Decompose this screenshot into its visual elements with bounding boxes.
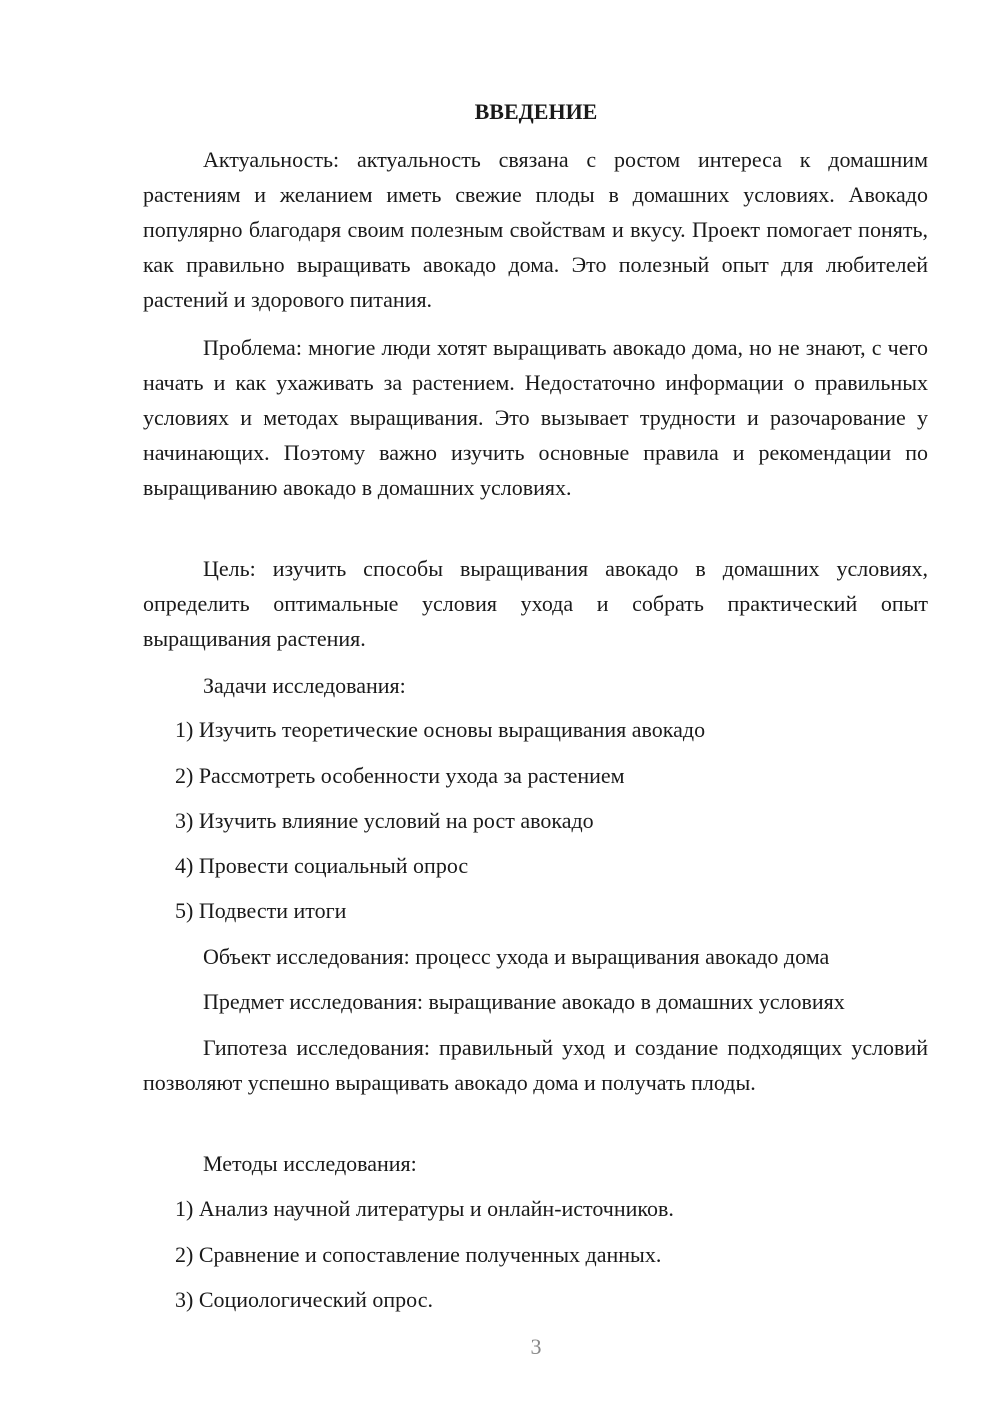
- relevance-paragraph: Актуальность: актуальность связана с ростом интереса к домашним растениям и желанием иметь свежие плоды в домашних условиях. Авокадо популярно благодаря своим полезным свойствам и вкусу. Проект помогает понять, как правильно выращивать авокадо дома. Это полезный опыт для любителей растений и здорового питания.: [143, 147, 928, 312]
- section-title: ВВЕДЕНИЕ: [474, 99, 598, 124]
- page-number: 3: [530, 1334, 542, 1359]
- list-item: 3) Изучить влияние условий на рост авокадо: [175, 808, 594, 833]
- subject-line: Предмет исследования: выращивание авокадо в домашних условиях: [203, 989, 845, 1014]
- list-item: 1) Анализ научной литературы и онлайн-источников.: [175, 1196, 674, 1221]
- list-item: 2) Рассмотреть особенности ухода за растением: [175, 763, 625, 788]
- list-item: 5) Подвести итоги: [175, 898, 347, 923]
- object-line: Объект исследования: процесс ухода и выращивания авокадо дома: [203, 944, 830, 969]
- tasks-heading: Задачи исследования:: [203, 673, 406, 698]
- methods-heading: Методы исследования:: [203, 1151, 417, 1176]
- list-item: 3) Социологический опрос.: [175, 1287, 433, 1312]
- list-item: 1) Изучить теоретические основы выращивания авокадо: [175, 717, 706, 742]
- goal-paragraph: Цель: изучить способы выращивания авокадо в домашних условиях, определить оптимальные условия ухода и собрать практический опыт выращивания растения.: [143, 556, 928, 651]
- list-item: 4) Провести социальный опрос: [175, 853, 469, 878]
- problem-paragraph: Проблема: многие люди хотят выращивать авокадо дома, но не знают, с чего начать и как ухаживать за растением. Недостаточно информации о правильных условиях и методах выращивания. Это вызывает трудности и разочарование у начинающих. Поэтому важно изучить основные правила и рекомендации по выращиванию авокадо в домашних условиях.: [143, 335, 928, 500]
- list-item: 2) Сравнение и сопоставление полученных данных.: [175, 1242, 662, 1267]
- hypothesis-paragraph: Гипотеза исследования: правильный уход и создание подходящих условий позволяют успешно выращивать авокадо дома и получать плоды.: [143, 1035, 928, 1095]
